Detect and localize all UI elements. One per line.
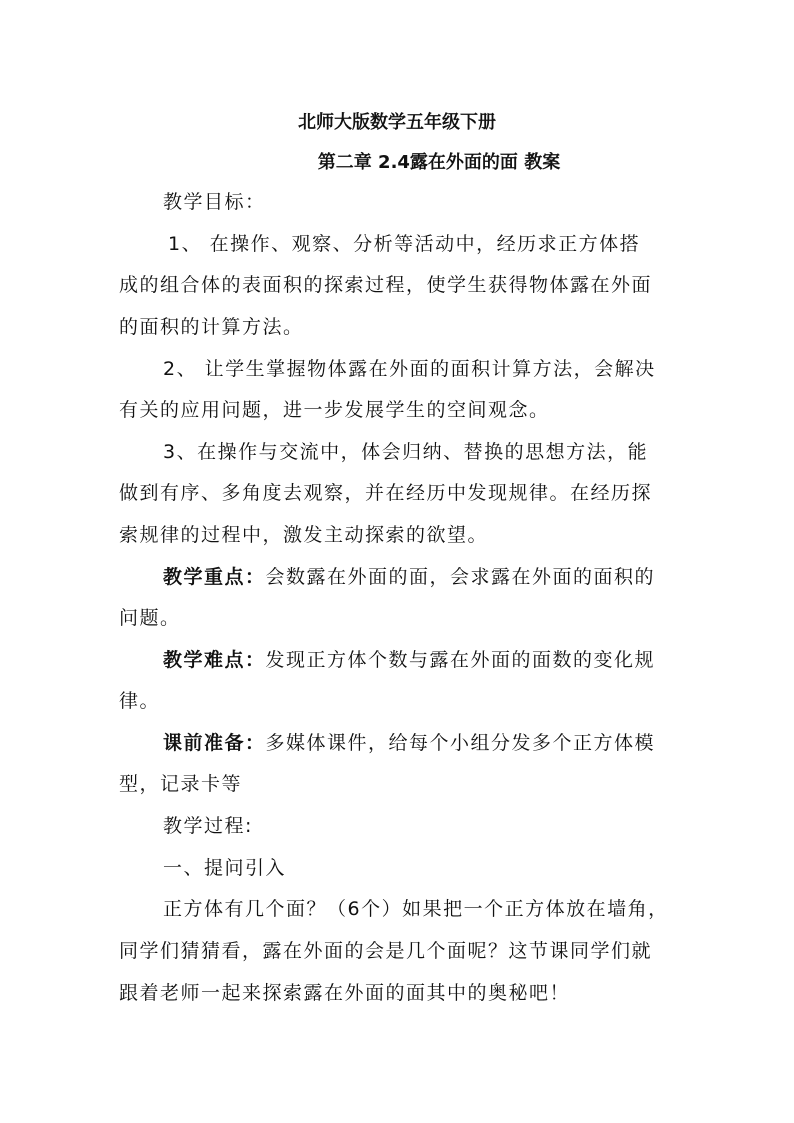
key-points-label: 教学重点： [163, 566, 266, 588]
objective-3-line-2: 做到有序、多角度去观察，并在经历中发现规律。在经历探 [119, 482, 653, 504]
preparation-label: 课前准备： [163, 732, 266, 754]
objective-2-line-1: 2、 让学生掌握物体露在外面的面积计算方法，会解决 [163, 358, 656, 380]
preparation-text: 多媒体课件，给每个小组分发多个正方体模 [265, 732, 656, 754]
objective-1-line-1: 1、 在操作、观察、分析等活动中，经历求正方体搭 [168, 233, 641, 255]
difficulty-text: 发现正方体个数与露在外面的面数的变化规 [265, 649, 656, 671]
preparation-line-2: 型，记录卡等 [119, 773, 243, 795]
doc-title: 北师大版数学五年级下册 [298, 112, 496, 133]
objective-3-line-3: 索规律的过程中，激发主动探索的欲望。 [119, 524, 489, 546]
key-points-line-2: 问题。 [119, 607, 181, 629]
difficulty-label: 教学难点： [163, 649, 266, 671]
difficulty-line-1 [163, 648, 655, 672]
objective-2-line-2: 有关的应用问题，进一步发展学生的空间观念。 [119, 399, 550, 421]
process-heading: 教学过程: [163, 815, 253, 837]
doc-subtitle: 第二章 2.4露在外面的面 教案 [317, 152, 561, 173]
objective-1-line-3: 的面积的计算方法。 [119, 316, 304, 338]
preparation-line-1 [163, 731, 655, 755]
objective-3-line-1: 3、在操作与交流中，体会归纳、替换的思想方法，能 [163, 441, 649, 463]
objective-1-line-2: 成的组合体的表面积的探索过程，使学生获得物体露在外面 [119, 274, 653, 296]
objectives-heading: 教学目标： [163, 191, 266, 213]
key-points-line-1 [163, 565, 655, 589]
intro-line-2: 同学们猜猜看，露在外面的会是几个面呢？这节课同学们就 [119, 940, 653, 962]
intro-line-3: 跟着老师一起来探索露在外面的面其中的奥秘吧！ [119, 982, 571, 1004]
key-points-text: 会数露在外面的面，会求露在外面的面积的 [265, 566, 656, 588]
intro-line-1: 正方体有几个面？（6个）如果把一个正方体放在墙角， [163, 898, 669, 920]
section-1-heading: 一、提问引入 [163, 857, 287, 879]
difficulty-line-2: 律。 [119, 690, 161, 712]
